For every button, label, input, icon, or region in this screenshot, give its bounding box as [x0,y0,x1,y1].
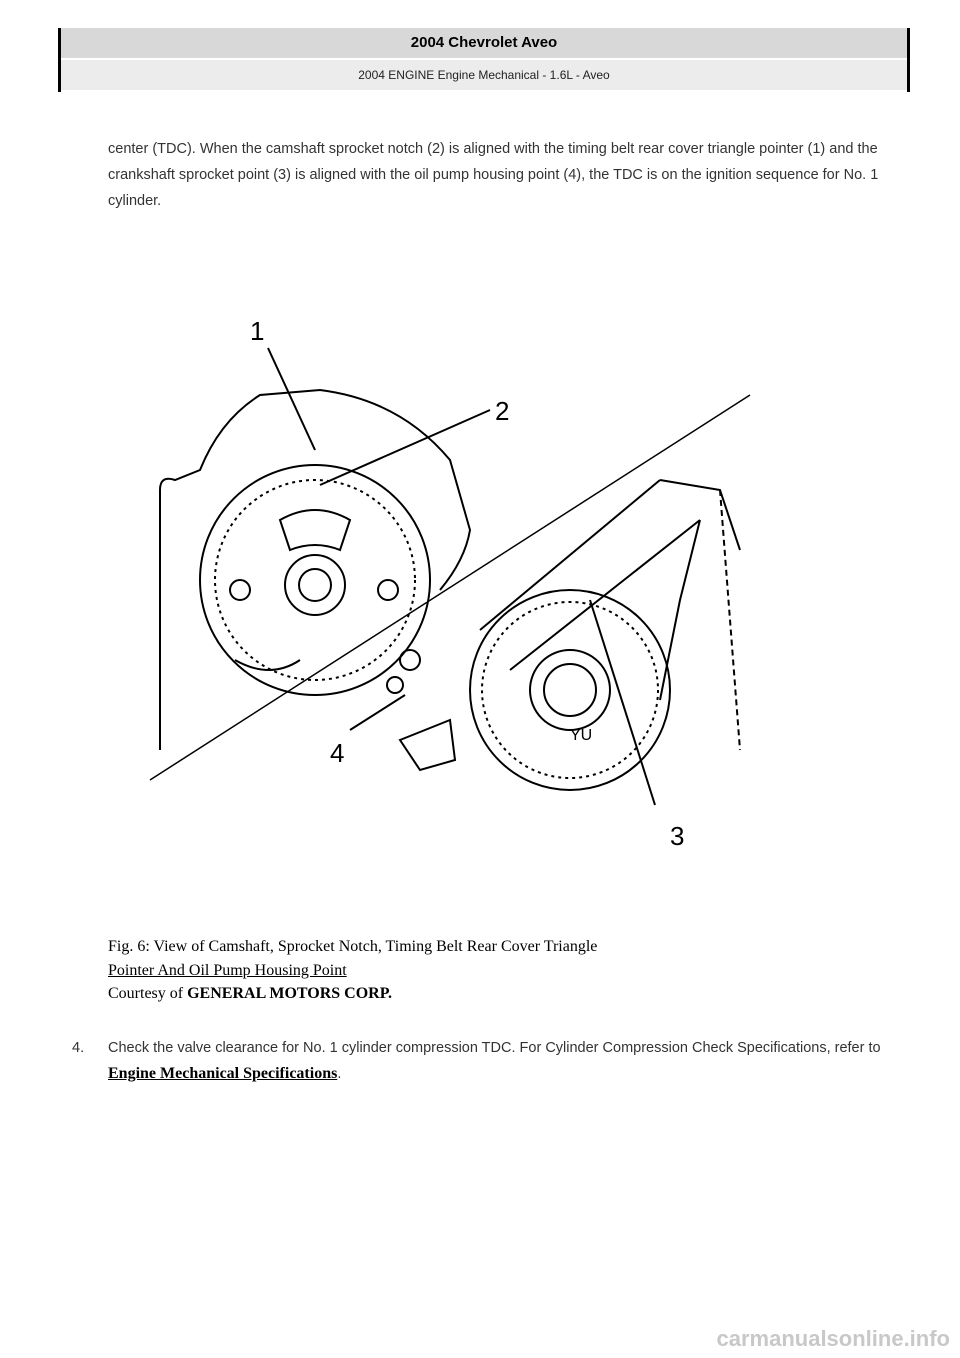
header-subtitle: 2004 ENGINE Engine Mechanical - 1.6L - Aveo [61,60,907,90]
callout-4: 4 [330,738,345,768]
callout-1: 1 [250,316,265,346]
step-text: Check the valve clearance for No. 1 cylinder compression TDC. For Cylinder Compression Check Specifications, refer to [108,1040,881,1056]
header-title: 2004 Chevrolet Aveo [61,28,907,58]
step-number: 4. [72,1040,85,1056]
engine-specs-link[interactable]: Engine Mechanical Specifications [108,1065,338,1082]
caption-line-1: Fig. 6: View of Camshaft, Sprocket Notch, Timing Belt Rear Cover Triangle [108,938,598,955]
page-header [58,28,910,92]
timing-diagram-svg [140,300,770,860]
intro-paragraph: center (TDC). When the camshaft sprocket notch (2) is aligned with the timing belt rear cover triangle pointer (1) and the crankshaft sprocket point (3) is aligned with the oil pump housing point (4), the TDC is on the ignition sequence for No. 1 cylinder. [108,141,879,209]
oil-pump-housing [400,720,455,770]
timing-belt [480,480,740,700]
camshaft-sprocket [200,465,430,695]
callout-2: 2 [495,396,510,426]
figure-timing-diagram [140,300,770,860]
caption-line-2[interactable]: Pointer And Oil Pump Housing Point [108,962,347,979]
callout-3: 3 [670,821,685,851]
figure-caption [108,935,908,983]
step-end: . [337,1066,342,1082]
watermark: carmanualsonline.info [716,1326,950,1351]
credit-company: GENERAL MOTORS CORP. [187,985,393,1002]
figure-credit [108,985,392,1003]
sprocket-mark: YU [570,727,593,744]
step-text-block [108,1035,888,1087]
credit-prefix: Courtesy of [108,985,184,1002]
